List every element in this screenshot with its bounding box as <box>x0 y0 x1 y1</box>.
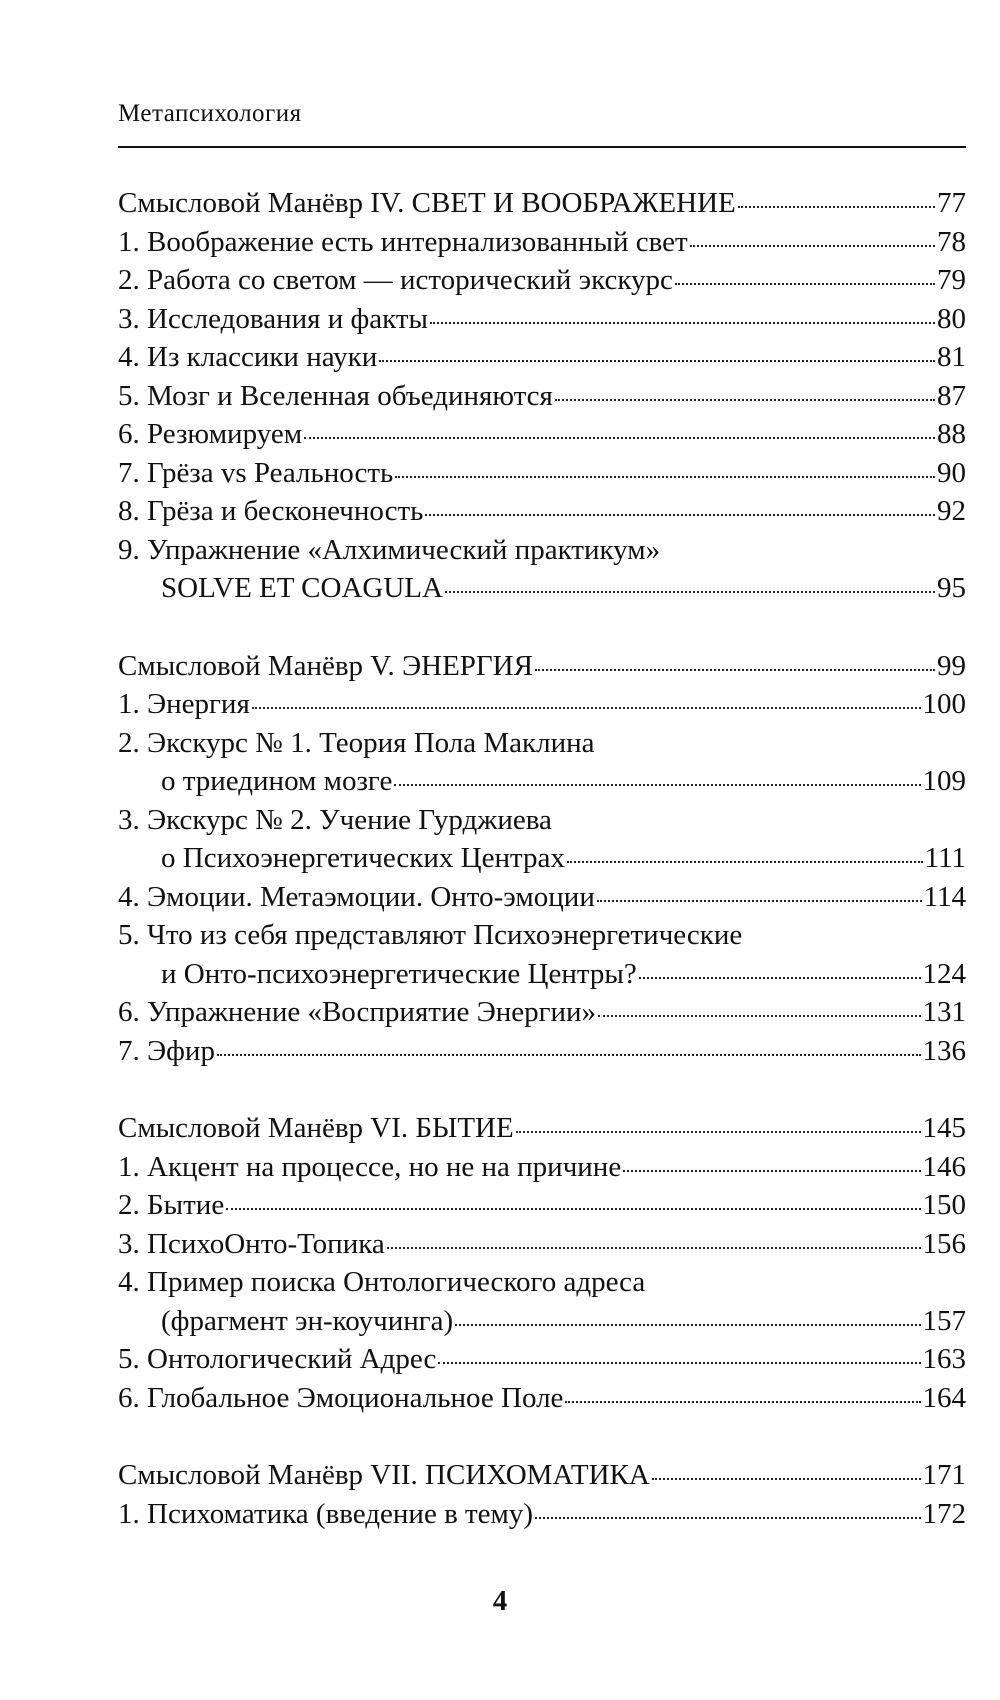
toc-entry-title: 5. Мозг и Вселенная объединяются <box>118 379 553 412</box>
toc-entry <box>118 878 966 917</box>
dot-leader <box>738 206 935 208</box>
toc-entry-title: 1. Энергия <box>118 688 250 720</box>
dot-leader <box>565 1401 920 1403</box>
toc-entry <box>118 1032 966 1071</box>
toc-entry <box>118 1186 966 1225</box>
toc-page-number: 157 <box>922 1304 966 1337</box>
toc-entry-title: 5. Что из себя представляют Психоэнергетические <box>118 919 743 951</box>
toc-entry-line <box>118 377 966 416</box>
toc-page-number: 136 <box>922 1034 966 1067</box>
toc-page-number: 81 <box>937 341 966 373</box>
dot-leader <box>516 1131 921 1133</box>
toc-entry-title: 6. Резюмируем <box>118 418 303 450</box>
toc-entry-continuation <box>118 839 966 878</box>
toc-entry-title: 2. Работа со светом — исторический экскурс <box>118 264 673 296</box>
toc-page-number: 172 <box>922 1497 966 1530</box>
toc-entry-title: 4. Эмоции. Метаэмоции. Онто-эмоции <box>118 880 595 913</box>
toc-entry-continuation <box>118 1302 966 1341</box>
toc-page-number: 80 <box>937 302 966 335</box>
toc-entry <box>118 300 966 339</box>
dot-leader <box>252 707 921 709</box>
dot-leader <box>430 322 935 324</box>
dot-leader <box>535 1517 920 1519</box>
dot-leader <box>217 1054 921 1056</box>
toc-entry-line <box>118 223 966 262</box>
toc-page-number: 124 <box>922 957 966 990</box>
toc-page-number: 99 <box>937 649 966 682</box>
toc-entry <box>118 223 966 262</box>
toc-page-number: 111 <box>924 842 966 874</box>
toc-entry-line <box>118 916 966 955</box>
toc-page-number: 146 <box>922 1150 966 1183</box>
dot-leader <box>597 900 922 902</box>
toc-page-number: 92 <box>937 495 966 527</box>
toc-entry-title: Смысловой Манёвр V. ЭНЕРГИЯ <box>118 649 533 682</box>
toc-entry-line <box>118 338 966 377</box>
toc-entry-title: 8. Грёза и бесконечность <box>118 495 424 527</box>
toc-page-number: 100 <box>922 688 966 720</box>
toc-entry-line <box>118 1340 966 1379</box>
toc-entry-title: 9. Упражнение «Алхимический практикум» <box>118 533 661 566</box>
toc-page-number: 77 <box>937 187 966 219</box>
toc-entry <box>118 1495 966 1534</box>
toc-page-number: 114 <box>923 880 966 913</box>
dot-leader <box>567 861 923 863</box>
toc-entry <box>118 531 966 608</box>
page-number: 4 <box>492 1585 508 1617</box>
toc-page-number: 150 <box>922 1189 966 1221</box>
toc-entry <box>118 492 966 531</box>
dot-leader <box>690 245 935 247</box>
toc-section-heading <box>118 184 966 223</box>
toc-entry-line <box>118 531 966 570</box>
toc-entry-title: и Онто-психоэнергетические Центры? <box>161 957 637 990</box>
book-title: Метапсихология <box>118 100 302 127</box>
toc-page-number: 79 <box>937 264 966 296</box>
running-header <box>118 96 966 148</box>
dot-leader <box>304 437 935 439</box>
toc-entry-line <box>118 1032 966 1071</box>
toc-entry-title: (фрагмент эн-коучинга) <box>161 1304 454 1337</box>
toc-entry <box>118 415 966 454</box>
dot-leader <box>395 476 935 478</box>
toc-entry-line <box>118 454 966 493</box>
toc-entry <box>118 1148 966 1187</box>
toc-entry <box>118 338 966 377</box>
toc-entry-title: о триедином мозге <box>161 765 393 797</box>
toc-page-number: 90 <box>937 456 966 489</box>
toc-page-number: 109 <box>922 765 966 797</box>
toc-entry <box>118 261 966 300</box>
dot-leader <box>394 784 920 786</box>
toc-entry-line <box>118 1379 966 1418</box>
toc-page-number: 88 <box>937 418 966 450</box>
toc-entry-line <box>118 801 966 840</box>
toc-entry-line <box>118 300 966 339</box>
toc-entry-title: 3. Исследования и факты <box>118 302 429 335</box>
toc-entry-title: 7. Эфир <box>118 1034 215 1067</box>
dot-leader <box>639 977 921 979</box>
toc-page-number: 163 <box>922 1343 966 1375</box>
toc-entry <box>118 685 966 724</box>
toc-entry-title: 2. Бытие <box>118 1189 225 1221</box>
toc-section <box>118 184 966 608</box>
table-of-contents <box>118 184 966 1572</box>
toc-entry <box>118 993 966 1032</box>
toc-entry-line <box>118 1148 966 1187</box>
toc-entry <box>118 916 966 993</box>
dot-leader <box>675 283 935 285</box>
toc-entry-line <box>118 878 966 917</box>
toc-entry-continuation <box>118 569 966 608</box>
toc-entry-line <box>118 492 966 531</box>
toc-section-heading <box>118 647 966 686</box>
dot-leader <box>555 399 935 401</box>
toc-entry-line <box>118 1495 966 1534</box>
dot-leader <box>623 1170 920 1172</box>
toc-page-number: 145 <box>922 1112 966 1144</box>
toc-entry-title: SOLVE ET COAGULA <box>161 572 443 604</box>
toc-section <box>118 1456 966 1533</box>
toc-section <box>118 647 966 1071</box>
toc-entry <box>118 1340 966 1379</box>
toc-entry-title: 5. Онтологический Адрес <box>118 1343 437 1375</box>
toc-entry-title: 6. Упражнение «Восприятие Энергии» <box>118 996 597 1028</box>
toc-entry <box>118 1225 966 1264</box>
toc-entry-line <box>118 261 966 300</box>
toc-entry-title: 3. ПсихоОнто-Топика <box>118 1227 385 1260</box>
dot-leader <box>438 1362 920 1364</box>
toc-entry-continuation <box>118 762 966 801</box>
toc-entry-line <box>118 1225 966 1264</box>
toc-section <box>118 1109 966 1417</box>
toc-entry-line <box>118 415 966 454</box>
dot-leader <box>652 1478 921 1480</box>
toc-entry-title: Смысловой Манёвр VII. ПСИХОМАТИКА <box>118 1459 650 1491</box>
toc-entry-title: Смысловой Манёвр VI. БЫТИЕ <box>118 1112 514 1144</box>
toc-entry <box>118 801 966 878</box>
dot-leader <box>425 514 935 516</box>
toc-page-number: 131 <box>922 996 966 1028</box>
toc-entry-title: 1. Акцент на процессе, но не на причине <box>118 1150 622 1183</box>
dot-leader <box>455 1324 920 1326</box>
dot-leader <box>445 591 935 593</box>
toc-entry-title: 4. Из классики науки <box>118 341 378 373</box>
toc-entry-title: 1. Воображение есть интернализованный свет <box>118 225 688 258</box>
toc-entry-line <box>118 993 966 1032</box>
toc-entry-title: о Психоэнергетических Центрах <box>161 842 565 874</box>
toc-entry-line <box>118 724 966 763</box>
toc-section-heading <box>118 1456 966 1495</box>
toc-entry-title: 2. Экскурс № 1. Теория Пола Маклина <box>118 726 595 759</box>
toc-entry <box>118 1263 966 1340</box>
toc-page-number: 156 <box>922 1227 966 1260</box>
toc-page-number: 78 <box>937 225 966 258</box>
toc-entry <box>118 724 966 801</box>
toc-entry <box>118 377 966 416</box>
toc-page-number: 171 <box>922 1459 966 1491</box>
toc-entry-continuation <box>118 955 966 994</box>
toc-entry-line <box>118 1263 966 1302</box>
toc-entry-line <box>118 1186 966 1225</box>
toc-entry <box>118 454 966 493</box>
dot-leader <box>226 1208 920 1210</box>
toc-entry-title: 1. Психоматика (введение в тему) <box>118 1497 534 1530</box>
toc-page-number: 164 <box>922 1381 966 1414</box>
toc-page-number: 95 <box>937 572 966 604</box>
toc-page-number: 87 <box>937 379 966 412</box>
toc-entry <box>118 1379 966 1418</box>
dot-leader <box>535 669 935 671</box>
dot-leader <box>598 1015 920 1017</box>
toc-entry-title: Смысловой Манёвр IV. СВЕТ И ВООБРАЖЕНИЕ <box>118 187 736 219</box>
dot-leader <box>379 360 935 362</box>
toc-entry-title: 6. Глобальное Эмоциональное Поле <box>118 1381 564 1414</box>
dot-leader <box>387 1247 921 1249</box>
toc-entry-title: 7. Грёза vs Реальность <box>118 456 394 489</box>
toc-entry-title: 4. Пример поиска Онтологического адреса <box>118 1266 646 1298</box>
toc-section-heading <box>118 1109 966 1148</box>
toc-entry-line <box>118 685 966 724</box>
toc-entry-title: 3. Экскурс № 2. Учение Гурджиева <box>118 803 552 836</box>
